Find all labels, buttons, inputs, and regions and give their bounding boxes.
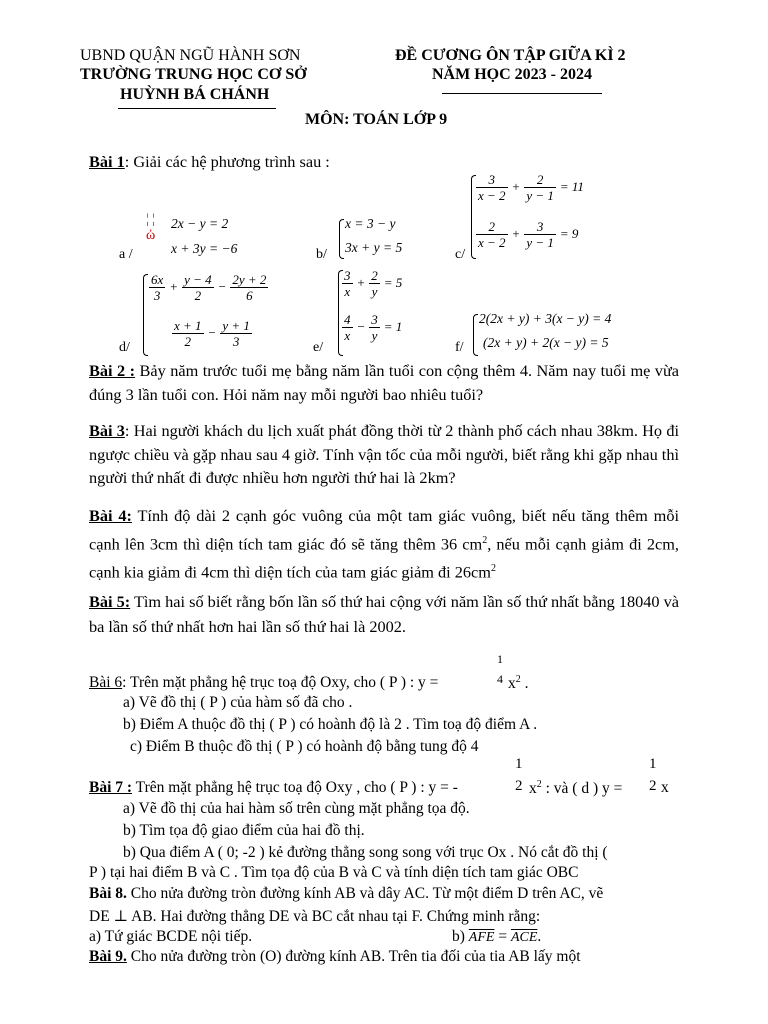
sys-a-mark: a / — [119, 247, 133, 262]
bai8-b: b) $\overline{AFE} = \overline{ACE}$. — [452, 928, 542, 945]
title-underline — [442, 93, 602, 94]
school-year: NĂM HỌC 2023 - 2024 — [432, 66, 592, 83]
bai7-c2: P ) tại hai điểm B và C . Tìm tọa độ của B và C và tính diện tích tam giác OBC — [89, 864, 579, 881]
dept-name: UBND QUẬN NGŨ HÀNH SƠN — [80, 47, 301, 64]
sys-d-mark: d/ — [119, 340, 130, 355]
bai7-label: Bài 7 : — [89, 779, 133, 796]
bai1-heading — [89, 152, 330, 172]
bai4-label: Bài 4: — [89, 506, 132, 525]
sys-b-brace — [339, 219, 344, 259]
sys-f-eq2: (2x + y) + 2(x − y) = 5 — [483, 335, 609, 350]
sys-b-mark: b/ — [316, 247, 327, 262]
bai4-sup1: 2 — [482, 535, 488, 546]
bai2-text: Bảy năm trước tuổi mẹ bằng năm lần tuổi con cộng thêm 4. Năm nay tuổi mẹ vừa đúng 3 lần tuổi con. Hỏi năm nay mỗi người bao nhiêu tuổi? — [89, 361, 679, 404]
bai7-tail: x — [661, 779, 669, 796]
sys-f-eq1: 2(2x + y) + 3(x − y) = 4 — [479, 311, 612, 326]
bai2 — [89, 359, 679, 407]
bai9-label: Bài 9. — [89, 948, 127, 965]
bai8-a: a) Tứ giác BCDE nội tiếp. — [89, 928, 253, 945]
bai8-label: Bài 8. — [89, 885, 127, 902]
sys-c-eq2: $\frac{2}{x - 2}$ + $\frac{3}{y - 1}$ = 9 — [478, 219, 579, 250]
bai3-label: Bài 3 — [89, 421, 125, 440]
sys-e-mark: e/ — [313, 340, 324, 355]
doc-title: ĐỀ CƯƠNG ÔN TẬP GIỮA KÌ 2 — [395, 47, 626, 64]
bai8-line1 — [89, 885, 603, 903]
bai7-text: Trên mặt phẳng hệ trục toạ độ Oxy , cho ( P ) : y = - — [132, 779, 458, 796]
bai7-b: b) Tìm tọa độ giao điểm của hai đồ thị. — [123, 822, 365, 839]
bai5-label: Bài 5: — [89, 592, 131, 611]
bai2-label: Bài 2 : — [89, 361, 136, 380]
bai7-mid: $x^2$ : và ( d ) y = — [529, 779, 623, 798]
school-line1: TRƯỜNG TRUNG HỌC CƠ SỞ — [80, 66, 307, 83]
bai6-a: a) Vẽ đồ thị ( P ) của hàm số đã cho . — [123, 694, 353, 711]
sys-a-eq2: x + 3y = −6 — [171, 241, 238, 256]
bai6-heading — [89, 674, 438, 692]
bai5 — [89, 589, 679, 639]
school-line2: HUỲNH BÁ CHÁNH — [120, 86, 270, 103]
sys-e-eq2: $\frac{4}{x}$ − $\frac{3}{y}$ = 1 — [344, 312, 403, 343]
bai4-text2: , nếu mỗi cạnh giảm đi 2cm, cạnh kia giảm đi 4cm thì diện tích của tam giác giảm đi 26cm — [89, 534, 679, 582]
red-mark: ¦ ¦ ὠ — [146, 212, 156, 243]
sys-b-eq1: x = 3 − y — [345, 216, 396, 231]
sys-d-eq1: $\frac{6x}{3}$ + $\frac{y - 4}{2}$ − $\frac{2y + 2}{6}$ — [151, 272, 267, 303]
sys-d-brace — [143, 274, 148, 356]
bai6-tail: $x^2$ . — [508, 674, 529, 693]
bai6-c: c) Điểm B thuộc đồ thị ( P ) có hoành độ bằng tung độ 4 — [130, 738, 479, 755]
bai4-sup2: 2 — [490, 563, 496, 575]
subject: MÔN: TOÁN LỚP 9 — [305, 111, 448, 128]
bai5-text: Tìm hai số biết rằng bốn lần số thứ hai cộng với năm lần số thứ nhất bằng 18040 và ba lần số thứ nhất hơn hai lần số thứ hai là 2002. — [89, 592, 679, 636]
bai7-frac1: 1 2 — [515, 756, 523, 794]
school-underline — [118, 108, 276, 109]
bai9 — [89, 948, 581, 966]
sys-d-eq2: $\frac{x + 1}{2}$ − $\frac{y + 1}{3}$ — [174, 318, 250, 349]
bai7-c1: b) Qua điểm A ( 0; -2 ) kẻ đường thẳng song song với trục Ox . Nó cắt đồ thị ( — [123, 844, 608, 861]
bai4-text1: Tính độ dài 2 cạnh góc vuông của một tam giác vuông, biết nếu tăng thêm mỗi cạnh lên 3cm thì diện tích tam giác đó sẽ tăng thêm 36 cm — [89, 506, 679, 554]
bai8-line2: DE ⊥ AB. Hai đường thẳng DE và BC cắt nhau tại F. Chứng minh rằng: — [89, 908, 541, 925]
sys-a-eq1: 2x − y = 2 — [171, 216, 229, 231]
bai6-text: : Trên mặt phẳng hệ trục toạ độ Oxy, cho ( P ) : y = — [122, 674, 439, 691]
bai8-text1: Cho nửa đường tròn đường kính AB và dây AC. Từ một điểm D trên AC, vẽ — [126, 885, 604, 902]
bai1-text: : Giải các hệ phương trình sau : — [124, 152, 330, 171]
sys-f-mark: f/ — [455, 340, 464, 355]
sys-c-mark: c/ — [455, 247, 466, 262]
bai7-a: a) Vẽ đồ thị của hai hàm số trên cùng mặt phẳng tọa độ. — [123, 800, 470, 817]
bai7-frac2: 1 2 — [649, 756, 657, 794]
bai3-text: : Hai người khách du lịch xuất phát đồng thời từ 2 thành phố cách nhau 38km. Họ đi ngược chiều và gặp nhau sau 4 giờ. Tính vận tốc của mỗi người, biết rằng khi gặp nhau thì người thứ nhất đi được nhiều hơn người thứ hai là 2km? — [89, 421, 679, 487]
sys-e-eq1: $\frac{3}{x}$ + $\frac{2}{y}$ = 5 — [344, 268, 403, 299]
bai6-frac: 1 4 — [497, 652, 503, 686]
bai9-text: Cho nửa đường tròn (O) đường kính AB. Trên tia đối của tia AB lấy một — [126, 948, 581, 965]
bai4 — [89, 503, 679, 585]
angle-ace: $\overline{ACE}$ — [510, 930, 538, 945]
bai7-heading — [89, 779, 458, 797]
sys-f-brace — [473, 314, 478, 356]
angle-afe: $\overline{AFE}$ — [468, 930, 495, 945]
bai6-label: Bài 6 — [89, 674, 123, 691]
bai6-b: b) Điểm A thuộc đồ thị ( P ) có hoành độ là 2 . Tìm toạ độ điểm A . — [123, 716, 538, 733]
sys-c-eq1: $\frac{3}{x - 2}$ + $\frac{2}{y - 1}$ = 11 — [478, 172, 584, 203]
bai1-label: Bài 1 — [89, 152, 125, 171]
bai3 — [89, 419, 679, 490]
sys-b-eq2: 3x + y = 5 — [345, 240, 403, 255]
